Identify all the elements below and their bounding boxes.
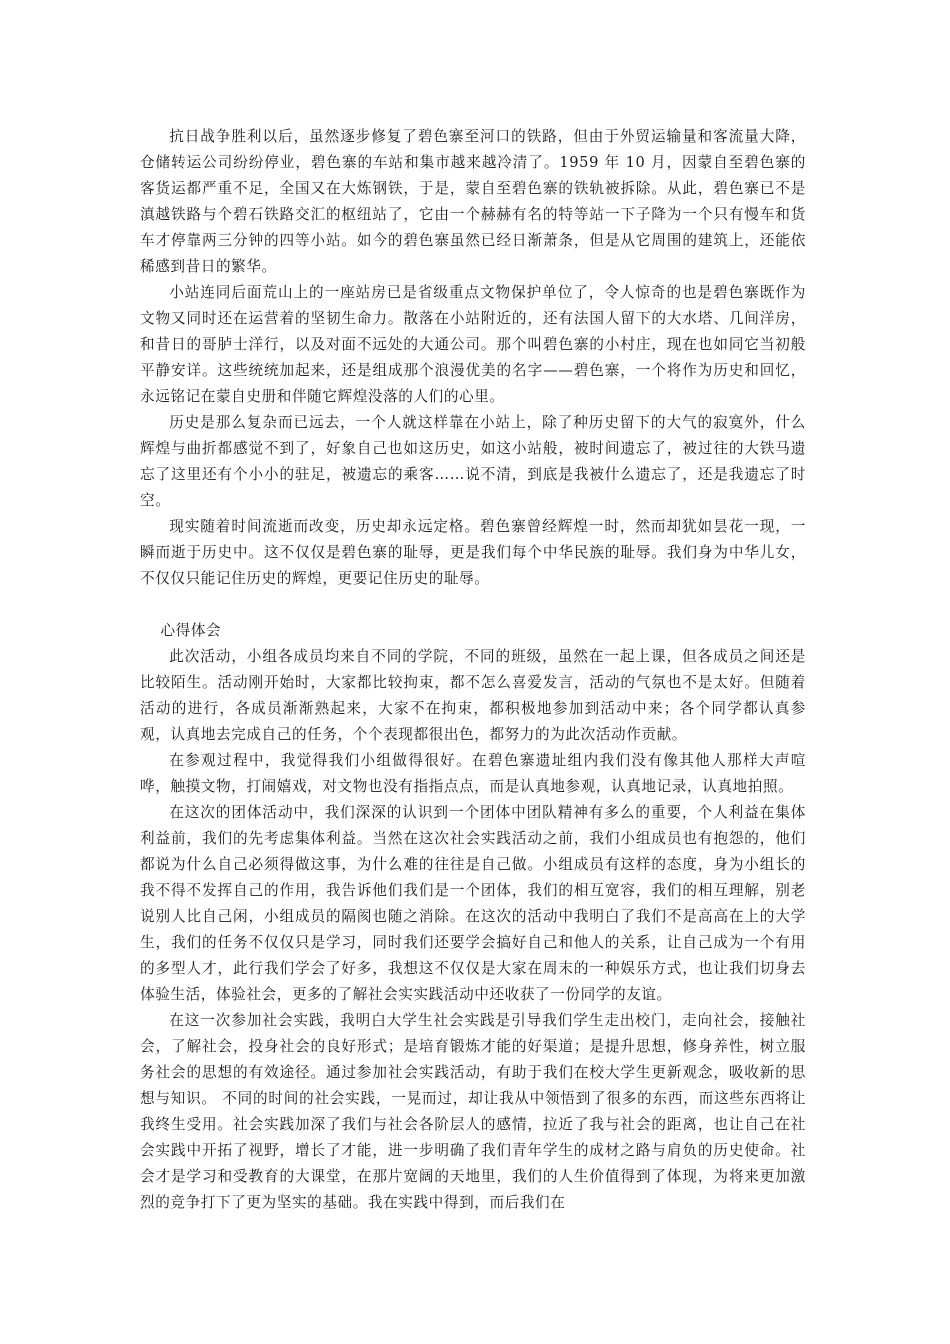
section-heading: 心得体会 <box>160 622 222 639</box>
body-paragraph: 抗日战争胜利以后，虽然逐步修复了碧色寨至河口的铁路，但由于外贸运输量和客流量大降，仓储转运公司纷纷停业，碧色寨的车站和集市越来越冷清了。1959 年 10 月，因蒙自至碧色寨的客货运都严重不足，全国又在大炼钢铁，于是，蒙自至碧色寨的铁轨被拆除。从此，碧色寨已不是滇越铁路与个碧石铁路交汇的枢纽站了，它由一个赫赫有名的特等站一下子降为一个只有慢车和货车才停靠两三分钟的四等小站。如今的碧色寨虽然已经日渐萧条，但是从它周围的建筑上，还能依稀感到昔日的繁华。 <box>140 128 806 275</box>
blank-line <box>140 592 806 618</box>
body-paragraph: 现实随着时间流逝而改变，历史却永远定格。碧色寨曾经辉煌一时，然而却犹如昙花一现，一瞬而逝于历史中。这不仅仅是碧色寨的耻辱，更是我们每个中华民族的耻辱。我们身为中华儿女，不仅仅只能记住历史的辉煌，更要记住历史的耻辱。 <box>140 518 806 587</box>
body-paragraph: 小站连同后面荒山上的一座站房已是省级重点文物保护单位了，令人惊奇的也是碧色寨既作为文物又同时还在运营着的坚韧生命力。散落在小站附近的，还有法国人留下的大水塔、几间洋房，和昔日的哥胪士洋行，以及对面不远处的大通公司。那个叫碧色寨的小村庄，现在也如同它当初般平静安详。这些统统加起来，还是组成那个浪漫优美的名字——碧色寨，一个将作为历史和回忆，永远铭记在蒙自史册和伴随它辉煌没落的人们的心里。 <box>140 284 806 405</box>
body-paragraph: 在这次的团体活动中，我们深深的认识到一个团体中团队精神有多么的重要，个人利益在集体利益前，我们的先考虑集体利益。当然在这次社会实践活动之前，我们小组成员也有抱怨的，他们都说为什么自己必须得做这事，为什么难的往往是自己做。小组成员有这样的态度，身为小组长的我不得不发挥自己的作用，我告诉他们我们是一个团体，我们的相互宽容，我们的相互理解，别老说别人比自己闲，小组成员的隔阂也随之消除。在这次的活动中我明白了我们不是高高在上的大学生，我们的任务不仅仅只是学习，同时我们还要学会搞好自己和他人的关系，让自己成为一个有用的多型人才，此行我们学会了好多，我想这不仅仅是大家在周末的一种娱乐方式，也让我们切身去体验生活，体验社会，更多的了解社会实实践活动中还收获了一份同学的友谊。 <box>140 804 806 1003</box>
body-paragraph: 在这一次参加社会实践，我明白大学生社会实践是引导我们学生走出校门，走向社会，接触社会，了解社会，投身社会的良好形式；是培育锻炼才能的好渠道；是提升思想，修身养性，树立服务社会的思想的有效途径。通过参加社会实践活动，有助于我们在校大学生更新观念，吸收新的思想与知识。 不同的时间的社会实践，一晃而过，却让我从中领悟到了很多的东西，而这些东西将让我终生受用。社会实践加深了我们与社会各阶层人的感情，拉近了我与社会的距离，也让自己在社会实践中开拓了视野，增长了才能，进一步明确了我们青年学生的成材之路与肩负的历史使命。社会才是学习和受教育的大课堂，在那片宽阔的天地里，我们的人生价值得到了体现，为将来更加激烈的竞争打下了更为坚实的基础。我在实践中得到，而后我们在 <box>140 1012 806 1211</box>
document-body <box>140 124 806 1216</box>
body-paragraph: 历史是那么复杂而已远去，一个人就这样靠在小站上，除了种历史留下的大气的寂寞外，什么辉煌与曲折都感觉不到了，好象自己也如这历史，如这小站般，被时间遗忘了，被过往的大铁马遗忘了这里还有个小小的驻足，被遗忘的乘客……说不清，到底是我被什么遗忘了，还是我遗忘了时空。 <box>140 414 806 509</box>
body-paragraph: 此次活动，小组各成员均来自不同的学院，不同的班级，虽然在一起上课，但各成员之间还是比较陌生。活动刚开始时，大家都比较拘束，都不怎么喜爱发言，活动的气氛也不是太好。但随着活动的进行，各成员渐渐熟起来，大家不在拘束，都积极地参加到活动中来；各个同学都认真参观，认真地去完成自己的任务，个个表现都很出色，都努力的为此次活动作贡献。 <box>140 648 806 743</box>
body-paragraph: 在参观过程中，我觉得我们小组做得很好。在碧色寨遗址组内我们没有像其他人那样大声喧哗，触摸文物，打闹嬉戏，对文物也没有指指点点，而是认真地参观，认真地记录，认真地拍照。 <box>140 752 806 795</box>
